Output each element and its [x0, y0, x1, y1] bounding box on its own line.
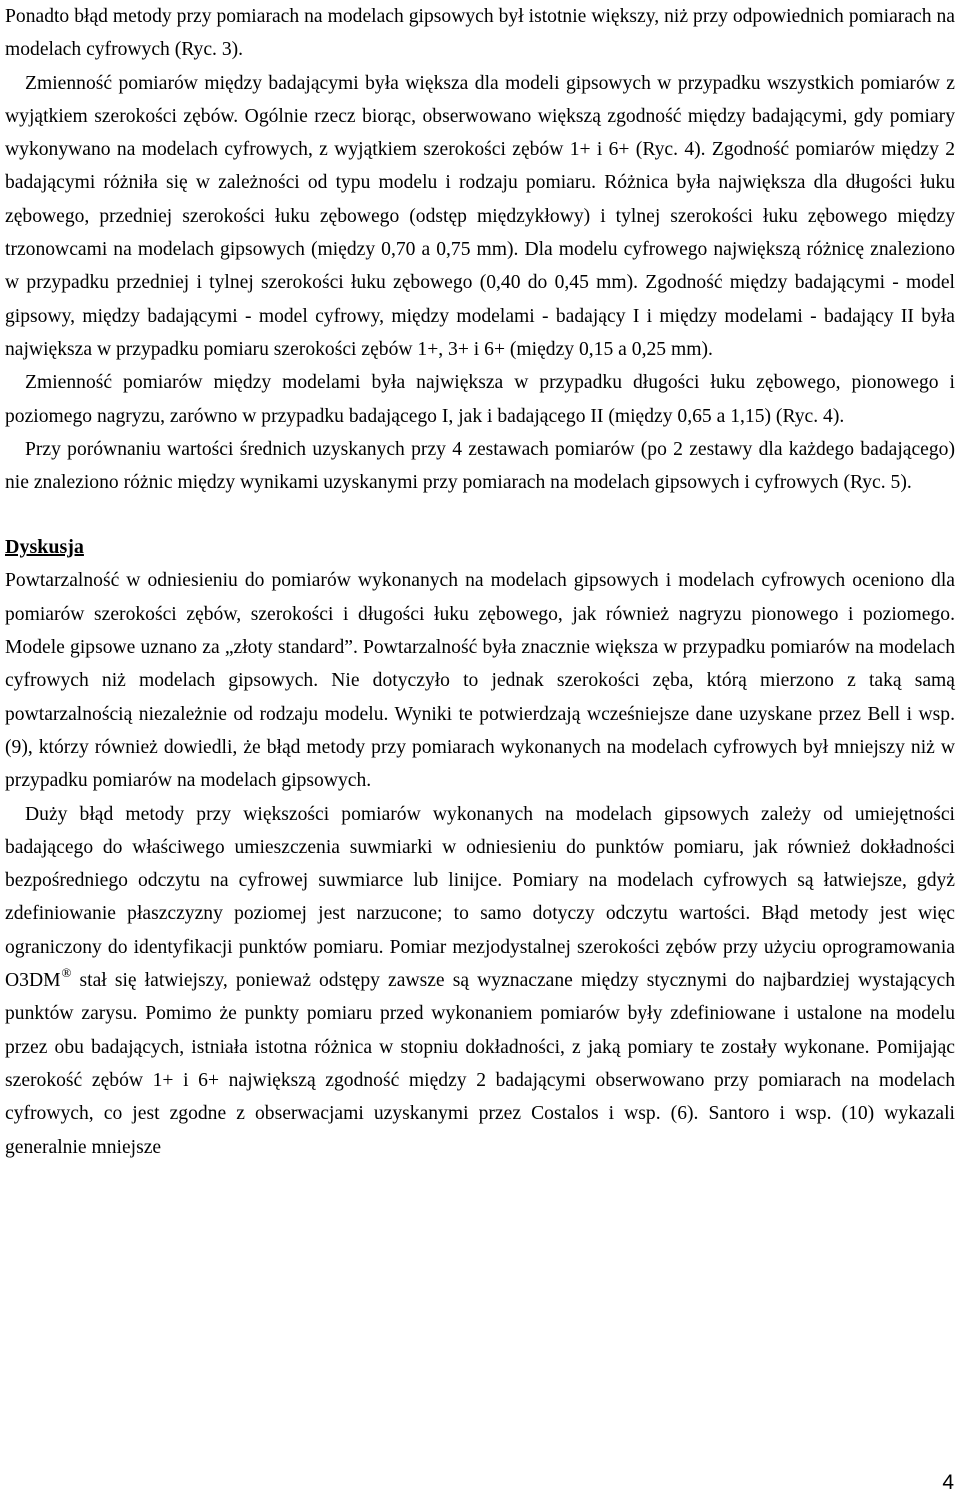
discussion-paragraph-2	[5, 798, 955, 1164]
results-paragraph-2: Zmienność pomiarów między badającymi była większa dla modeli gipsowych w przypadku wszystkich pomiarów z wyjątkiem szerokości zębów. Ogólnie rzecz biorąc, obserwowano większą zgodność między badającymi, gdy pomiary wykonywano na modelach cyfrowych, z wyjątkiem szerokości zębów 1+ i 6+ (Ryc. 4). Zgodność pomiarów między 2 badającymi różniła się w zależności od typu modelu i rodzaju pomiaru. Różnica była największa dla długości łuku zębowego, przedniej szerokości łuku zębowego (odstęp międzykłowy) i tylnej szerokości łuku zębowego między trzonowcami na modelach gipsowych (między 0,70 a 0,75 mm). Dla modelu cyfrowego największą różnicę znaleziono w przypadku przedniej i tylnej szerokości łuku zębowego (0,40 do 0,45 mm). Zgodność między badającymi - model gipsowy, między badającymi - model cyfrowy, między modelami - badający I i między modelami - badający II była największa w przypadku pomiaru szerokości zębów 1+, 3+ i 6+ (między 0,15 a 0,25 mm).	[5, 72, 955, 360]
page-number: 4	[942, 1471, 954, 1494]
discussion-paragraph-2-start: Duży błąd metody przy większości pomiarów wykonanych na modelach gipsowych zależy od umiejętności badającego do właściwego umieszczenia suwmiarki w odniesieniu do punktów pomiaru, jak również dokładności bezpośredniego odczytu na cyfrowej suwmiarce lub linijce. Pomiary na modelach cyfrowych są łatwiejsze, gdyż zdefiniowanie płaszczyzny poziomej jest narzucone; to samo dotyczy odczytu wartości. Błąd metody jest więc ograniczony do identyfikacji punktów pomiaru. Pomiar mezjodystalnej szerokości zębów przy użyciu oprogramowania O3DM	[5, 803, 955, 992]
section-spacer	[5, 499, 955, 531]
section-heading-dyskusja: Dyskusja	[5, 536, 84, 559]
discussion-paragraph-2-end: stał się łatwiejszy, ponieważ odstępy zawsze są wyznaczane między stycznymi do najbardziej wystających punktów zarysu. Pomimo że punkty pomiaru przed wykonaniem pomiarów były zdefiniowane i ustalone na modelu przez obu badających, istniała istotna różnica w stopniu dokładności, z jaką pomiary te zostały wykonane. Pomijając szerokość zębów 1+ i 6+ największą zgodność między 2 badającymi obserwowano przy pomiarach na modelach cyfrowych, co jest zgodne z obserwacjami uzyskanymi przez Costalos i wsp. (6). Santoro i wsp. (10) wykazali generalnie mniejsze	[5, 970, 955, 1158]
results-paragraph-1: Ponadto błąd metody przy pomiarach na modelach gipsowych był istotnie większy, niż przy odpowiednich pomiarach na modelach cyfrowych (Ryc. 3).	[5, 6, 955, 61]
results-paragraph-4: Przy porównaniu wartości średnich uzyskanych przy 4 zestawach pomiarów (po 2 zestawy dla każdego badającego) nie znaleziono różnic między wynikami uzyskanymi przy pomiarach na modelach gipsowych i cyfrowych (Ryc. 5).	[5, 438, 955, 494]
results-paragraph-3: Zmienność pomiarów między modelami była największa w przypadku długości łuku zębowego, pionowego i poziomego nagryzu, zarówno w przypadku badającego I, jak i badającego II (między 0,65 a 1,15) (Ryc. 4).	[5, 372, 955, 427]
registered-mark: ®	[61, 965, 72, 981]
document-page	[5, 0, 955, 1164]
discussion-paragraph-1: Powtarzalność w odniesieniu do pomiarów wykonanych na modelach gipsowych i modelach cyfrowych oceniono dla pomiarów szerokości zębów, szerokości i długości łuku zębowego, jak również nagryzu pionowego i poziomego. Modele gipsowe uznano za „złoty standard”. Powtarzalność była znacznie większa w przypadku pomiarów na modelach cyfrowych niż modelach gipsowych. Nie dotyczyło to jednak szerokości zęba, którą mierzono z taką samą powtarzalnością niezależnie od rodzaju modelu. Wyniki te potwierdzają wcześniejsze dane uzyskane przez Bell i wsp. (9), którzy również dowiedli, że błąd metody przy pomiarach wykonanych na modelach cyfrowych był mniejszy niż w przypadku pomiarów na modelach gipsowych.	[5, 570, 955, 792]
